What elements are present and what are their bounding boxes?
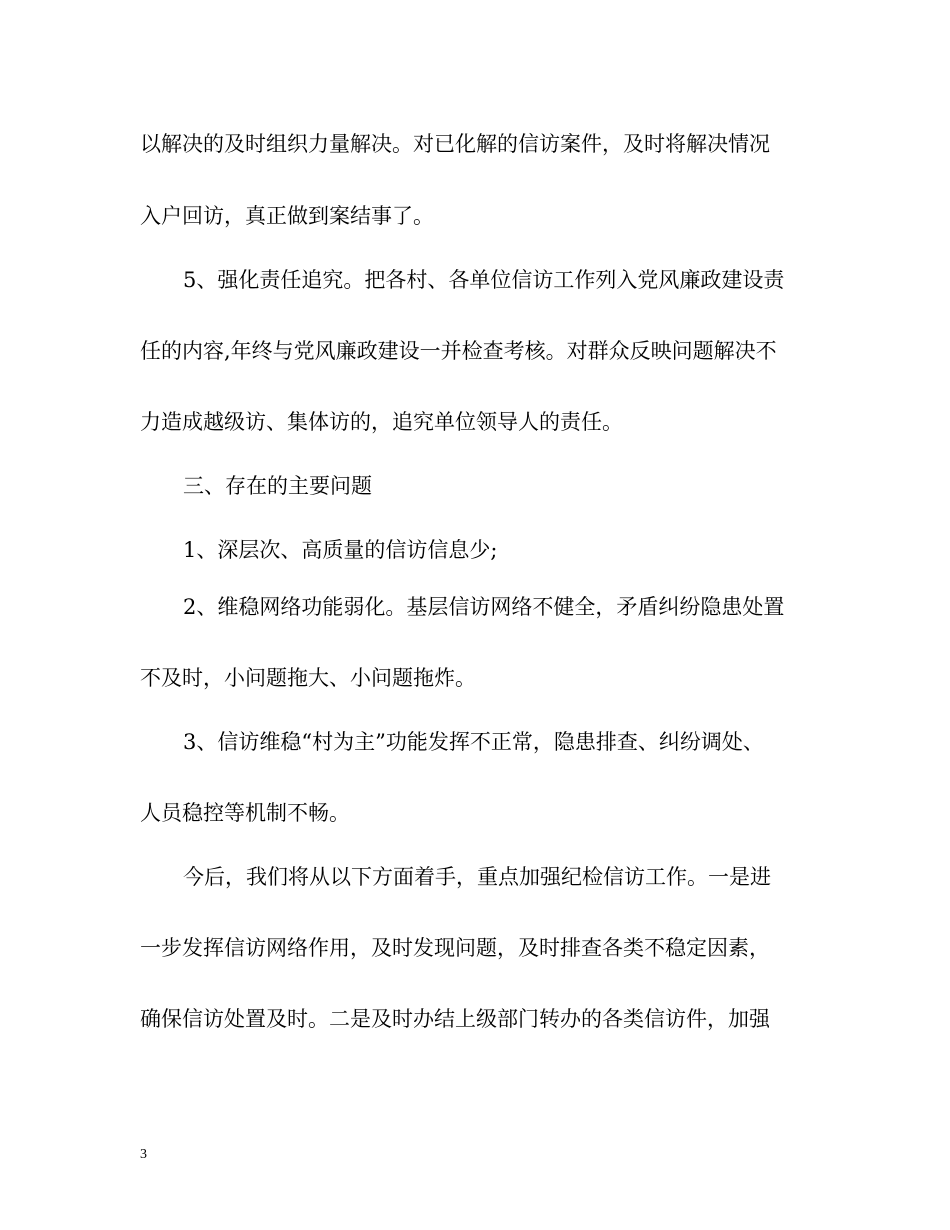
text-line-1: 以解决的及时组织力量解决。对已化解的信访案件，及时将解决情况 (140, 132, 770, 156)
text-line-14: 确保信访处置及时。二是及时办结上级部门转办的各类信访件，加强 (140, 1007, 770, 1031)
text-line-5: 力造成越级访、集体访的，追究单位领导人的责任。 (140, 410, 623, 434)
page-number: 3 (140, 1147, 147, 1162)
section-heading: 三、存在的主要问题 (183, 474, 372, 498)
text-line-9: 不及时，小问题拖大、小问题拖炸。 (140, 666, 476, 690)
text-line-8: 2、维稳网络功能弱化。基层信访网络不健全，矛盾纠纷隐患处置 (183, 595, 785, 619)
text-line-10: 3、信访维稳“村为主”功能发挥不正常，隐患排查、纠纷调处、 (183, 730, 764, 754)
text-line-2: 入户回访，真正做到案结事了。 (140, 204, 434, 228)
text-line-11: 人员稳控等机制不畅。 (140, 801, 350, 825)
text-line-4: 任的内容,年终与党风廉政建设一并检查考核。对群众反映问题解决不 (140, 339, 777, 363)
text-line-7: 1、深层次、高质量的信访信息少; (183, 538, 498, 562)
text-line-3: 5、强化责任追究。把各村、各单位信访工作列入党风廉政建设责 (183, 268, 785, 292)
text-line-13: 一步发挥信访网络作用，及时发现问题，及时排查各类不稳定因素， (140, 936, 770, 960)
text-line-12: 今后，我们将从以下方面着手，重点加强纪检信访工作。一是进 (183, 865, 771, 889)
